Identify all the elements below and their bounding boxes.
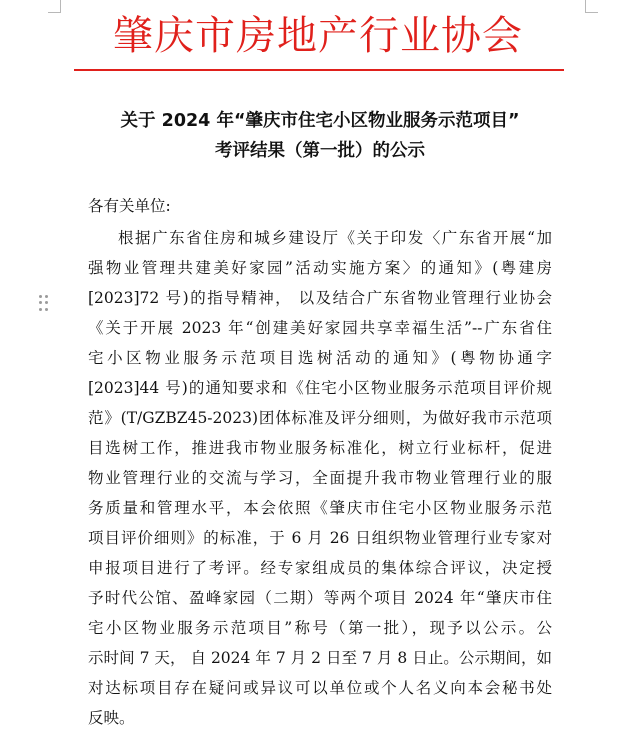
body-line: 强物业管理共建美好家园”活动实施方案〉的通知》(粤建房 [88, 259, 552, 277]
body-line: 示时间 7 天， 自 2024 年 7 月 2 日至 7 月 8 日止。公示期间，如 [88, 649, 552, 667]
body-line: 范》(T/GZBZ45-2023)团体标准及评分细则，为做好我市示范项 [88, 409, 552, 427]
body-line: [2023]72 号)的指导精神， 以及结合广东省物业管理行业协会 [88, 289, 552, 307]
body-line: 宅小区物业服务示范项目选树活动的通知》(粤物协通字 [88, 349, 552, 367]
body-line: 物业管理行业的交流与学习，全面提升我市物业管理行业的服 [88, 469, 552, 487]
body-line: 予时代公馆、盈峰家园（二期）等两个项目 2024 年“肇庆市住 [88, 589, 552, 607]
document-title-line-2: 考评结果（第一批）的公示 [215, 141, 425, 161]
document-title-line-1: 关于 2024 年“肇庆市住宅小区物业服务示范项目” [120, 111, 520, 131]
body-line: 对达标项目存在疑问或异议可以单位或个人名义向本会秘书处 [88, 679, 552, 697]
body-line: 《关于开展 2023 年“创建美好家园共享幸福生活”--广东省住 [88, 319, 552, 337]
body-line: 目选树工作，推进我市物业服务标准化，树立行业标杆，促进 [88, 439, 552, 457]
body-line: 项目评价细则》的标准，于 6 月 26 日组织物业管理行业专家对 [88, 529, 552, 547]
body-line: [2023]44 号)的通知要求和《住宅小区物业服务示范项目评价规 [88, 379, 552, 397]
body-line: 务质量和管理水平，本会依照《肇庆市住宅小区物业服务示范 [88, 499, 552, 517]
body-line: 根据广东省住房和城乡建设厅《关于印发〈广东省开展“加 [118, 229, 552, 247]
organization-masthead: 肇庆市房地产行业协会 [113, 13, 523, 59]
salutation: 各有关单位: [88, 197, 171, 215]
body-line: 宅小区物业服务示范项目”称号（第一批），现予以公示。公 [88, 619, 552, 637]
body-line: 申报项目进行了考评。经专家组成员的集体综合评议，决定授 [88, 559, 552, 577]
body-line: 反映。 [88, 709, 135, 727]
